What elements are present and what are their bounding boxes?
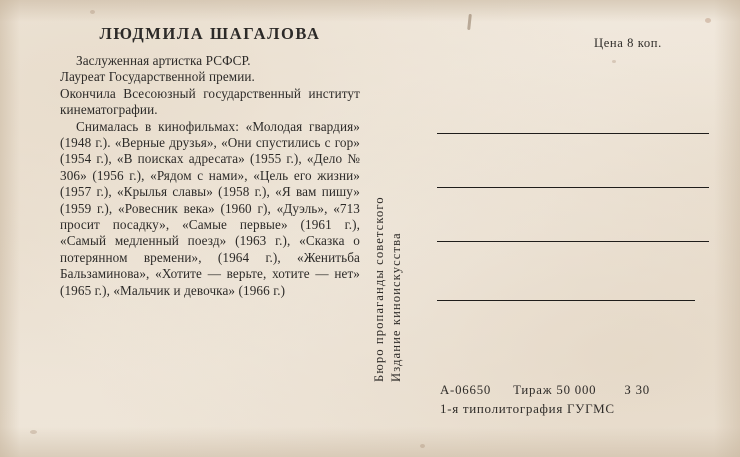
- description-paragraph-3: Окончила Всесоюзный государственный институт кинематографии.: [60, 85, 360, 118]
- description-block: [60, 24, 360, 299]
- publisher-text-line-2: Издание киноискусства: [389, 232, 403, 382]
- paper-speck: [612, 60, 616, 63]
- address-line: [437, 133, 709, 134]
- paper-edge-bottom: [0, 427, 740, 457]
- imprint-code: А-06650: [440, 383, 492, 397]
- imprint-order-value: 30: [635, 383, 650, 397]
- paper-edge-top: [0, 0, 740, 22]
- paper-speck: [705, 18, 711, 23]
- imprint-printer: 1-я типолитография ГУГМС: [440, 401, 615, 416]
- price-label: Цена 8 коп.: [594, 36, 662, 50]
- description-paragraph-4: Снималась в кинофильмах: «Молодая гвардия» (1948 г.). «Верные друзья», «Они спустились с гор» (1954 г.), «В поисках адресата» (1955 г.), «Дело № 306» (1956 г.), «Рядом с нами», «Цель его жизни» (1957 г.), «Крылья славы» (1958 г.), «Я вам пишу» (1959 г.), «Ровесник века» (1960 г), «Дуэль», «713 просит посадку», «Самые первые» (1961 г.), «Самый медленный поезд» (1963 г.), «Сказка о потерянном времени», (1964 г.), «Женитьба Бальзаминова», «Хотите — верьте, хотите — нет» (1965 г.), «Мальчик и девочка» (1966 г.): [60, 118, 360, 298]
- description-paragraph-2: Лауреат Государственной премии.: [60, 69, 255, 85]
- imprint-order-label: З: [624, 383, 632, 397]
- pen-mark: [467, 14, 472, 30]
- paper-edge-right: [714, 0, 740, 457]
- page-title: ЛЮДМИЛА ШАГАЛОВА: [99, 24, 321, 43]
- imprint-codes: [440, 383, 650, 398]
- description-paragraph-1: Заслуженная артистка РСФСР.: [76, 53, 251, 68]
- paper-speck: [420, 444, 425, 448]
- address-line: [437, 187, 709, 188]
- paper-edge-left: [0, 0, 20, 457]
- paper-speck: [90, 10, 95, 14]
- address-line: [437, 300, 695, 301]
- publisher-text-line-1: Бюро пропаганды советского: [372, 196, 386, 382]
- imprint-print-run: Тираж 50 000: [513, 383, 597, 397]
- address-line: [437, 241, 709, 242]
- paper-speck: [30, 430, 37, 434]
